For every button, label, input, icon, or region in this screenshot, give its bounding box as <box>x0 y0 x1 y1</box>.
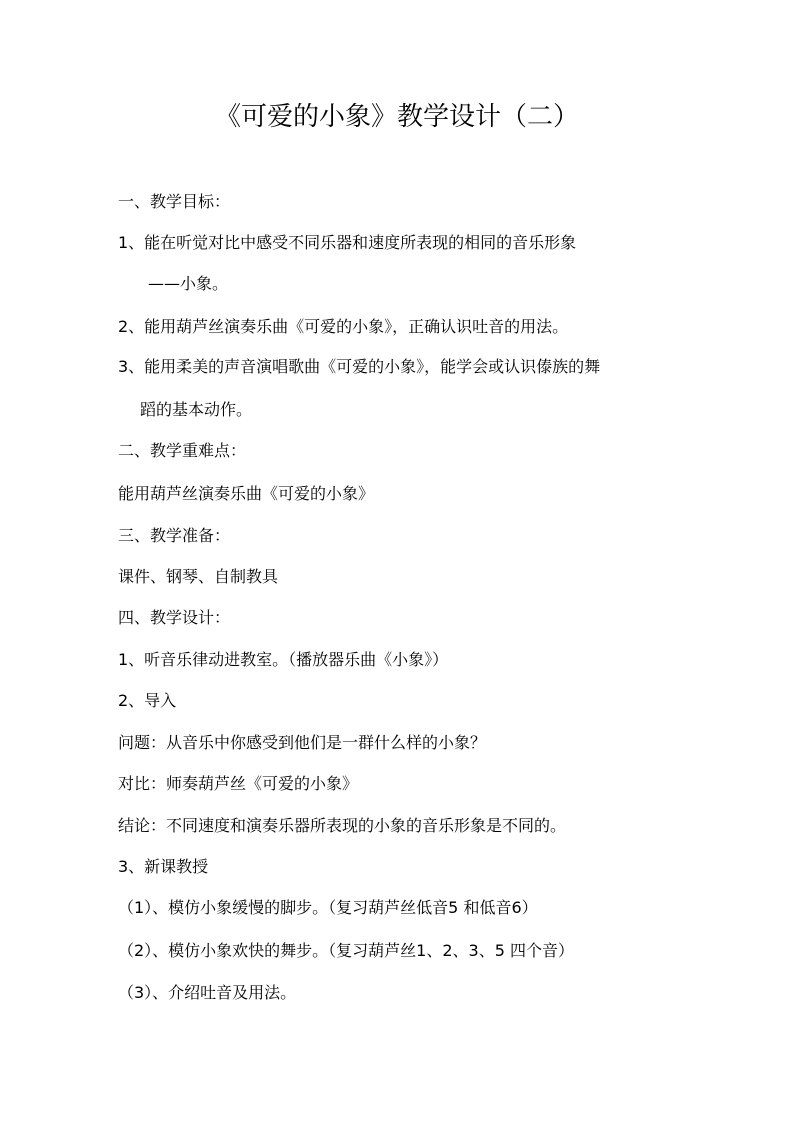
section-heading-key-points: 二、教学重难点： <box>118 441 247 460</box>
design-step-3: 3、新课教授 <box>118 857 209 876</box>
design-substep-3: （3）、介绍吐音及用法。 <box>118 983 297 1002</box>
design-question: 问题：从音乐中你感受到他们是一群什么样的小象？ <box>118 733 487 752</box>
objective-item-3-continued: 蹈的基本动作。 <box>140 400 253 419</box>
document-title: 《可爱的小象》教学设计（二） <box>214 102 579 132</box>
design-substep-1: （1）、模仿小象缓慢的脚步。（复习葫芦丝低音5 和低音6） <box>118 898 538 917</box>
key-point-text: 能用葫芦丝演奏乐曲《可爱的小象》 <box>118 484 375 503</box>
design-step-1: 1、听音乐律动进教室。（播放器乐曲《小象》） <box>118 650 449 669</box>
objective-item-2: 2、能用葫芦丝演奏乐曲《可爱的小象》，正确认识吐音的用法。 <box>118 317 569 336</box>
design-step-2: 2、导入 <box>118 691 177 710</box>
design-comparison: 对比：师奏葫芦丝《可爱的小象》 <box>118 774 359 793</box>
objective-item-3: 3、能用柔美的声音演唱歌曲《可爱的小象》，能学会或认识傣族的舞 <box>118 357 601 376</box>
section-heading-preparation: 三、教学准备： <box>118 526 231 545</box>
preparation-text: 课件、钢琴、自制教具 <box>118 567 279 586</box>
design-conclusion: 结论：不同速度和演奏乐器所表现的小象的音乐形象是不同的。 <box>118 816 567 835</box>
design-substep-2: （2）、模仿小象欢快的舞步。（复习葫芦丝1、2、3、5 四个音） <box>118 941 574 960</box>
objective-item-1-continued: ——小象。 <box>148 274 229 293</box>
section-heading-design: 四、教学设计： <box>118 608 231 627</box>
objective-item-1: 1、能在听觉对比中感受不同乐器和速度所表现的相同的音乐形象 <box>118 233 577 252</box>
section-heading-objectives: 一、教学目标： <box>118 192 231 211</box>
